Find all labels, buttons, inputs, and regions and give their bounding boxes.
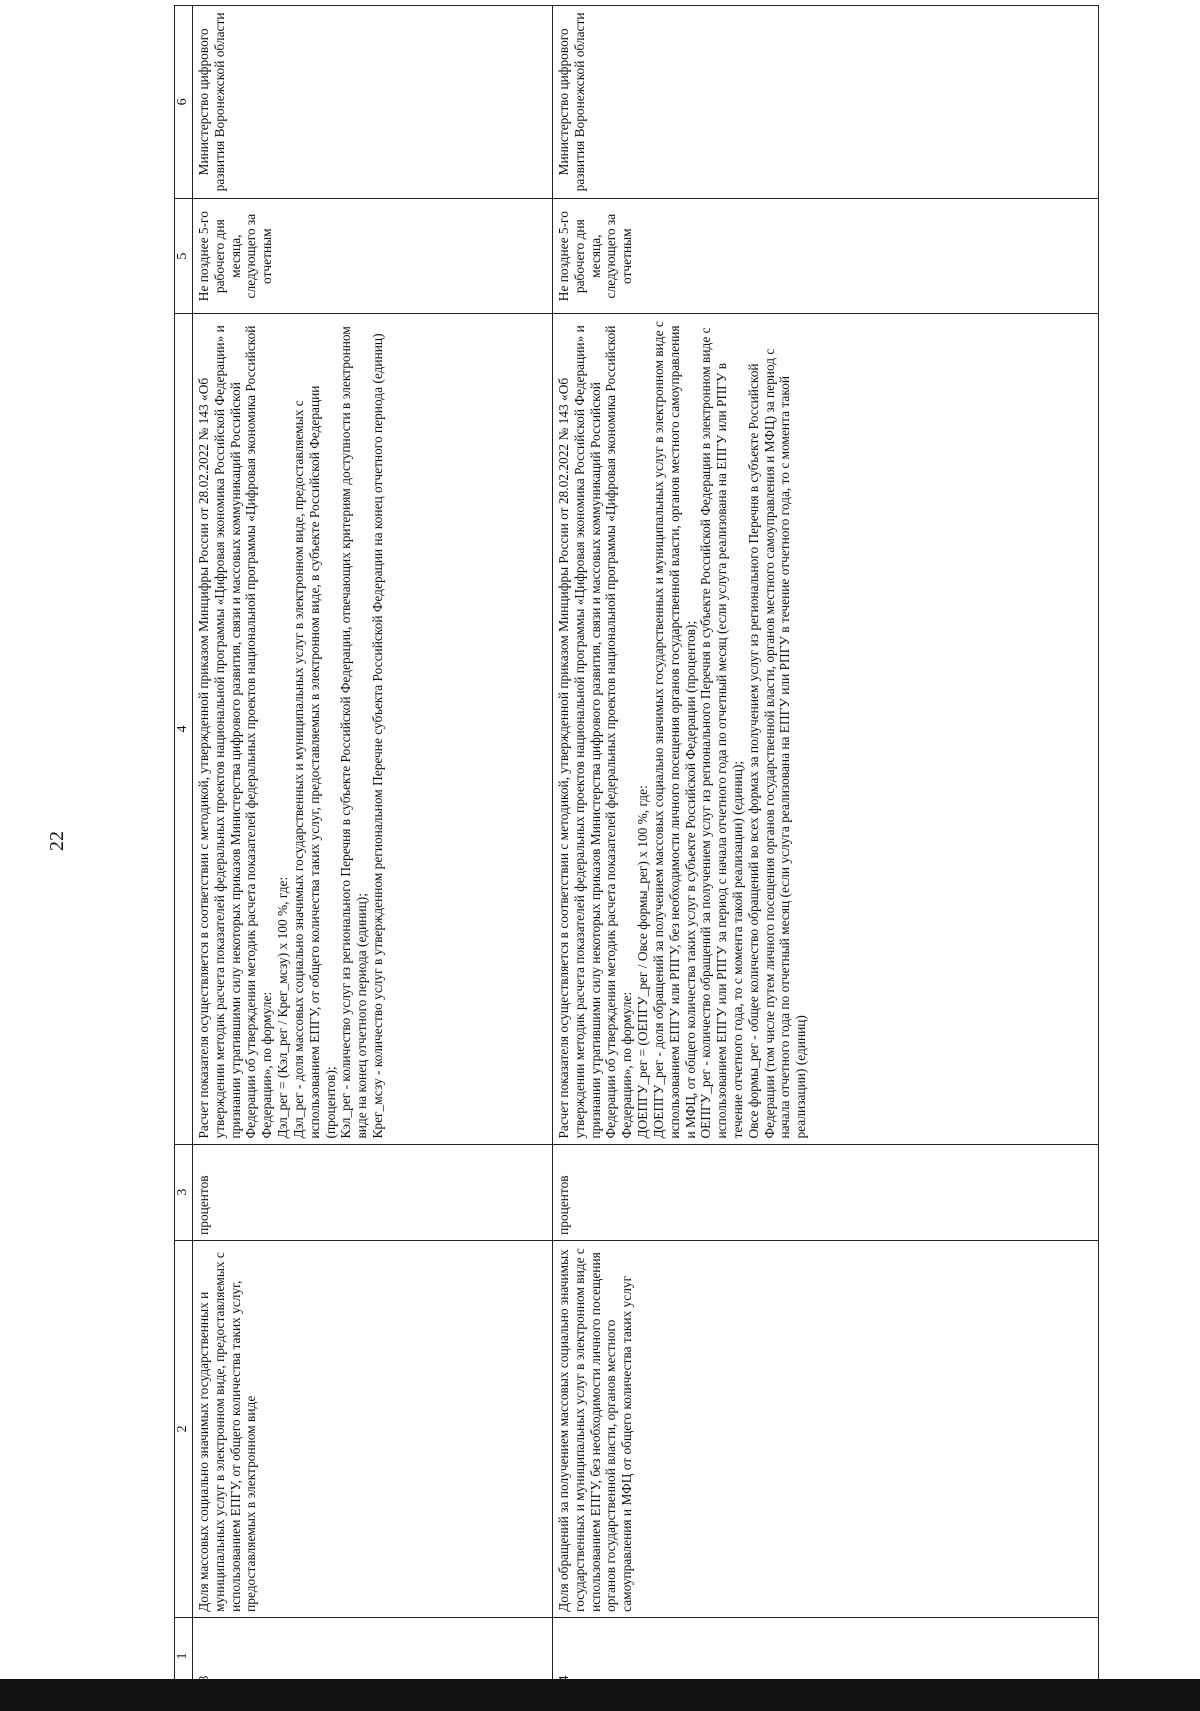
method-line: Расчет показателя осуществляется в соответствии с методикой, утвержденной приказом Минцифры России от 28.02.2022 № 143 «Об утверждении методик расчета показателей федеральных проектов национальной программы «Цифровая экономика Российской Федерации» и признании утратившими силу некоторых приказов Министерства цифрового развития, связи и массовых коммуникаций Российской Федерации об утверждении методик расчета показателей федеральных проектов национальной программы «Цифровая экономика Российской Федерации», по формуле: [556, 325, 635, 1139]
header-col-5: 5 [175, 198, 193, 314]
indicator-name: Доля массовых социально значимых государственных и муниципальных услуг в электронном виде, предоставляемых с использованием ЕПГУ, от общего количества таких услуг, предоставляемых в электронном виде [193, 1240, 553, 1617]
method-line: Крег_мсзу - количество услуг в утвержденном региональном Перечне субъекта Российской Федерации на конец отчетного периода (единиц) [369, 333, 385, 1139]
calculation-method [193, 314, 553, 1144]
table-row [553, 6, 1099, 1695]
deadline: Не позднее 5-го рабочего дня месяца, следующего за отчетным [193, 198, 553, 314]
header-col-1: 1 [175, 1617, 193, 1694]
scan-edge-bar [0, 1679, 1200, 1711]
method-line: ОЕПГУ_рег - количество обращений за получением услуг из регионального Перечня в субъекте Российской Федерации в электронном виде с использованием ЕПГУ или РПГУ за период с начала отчетного года по отчетный месяц (если услуга реализована на ЕПГУ или РПГУ в течение отчетного года, то с момента такой реализации) (единиц); [698, 327, 745, 1139]
deadline: Не позднее 5-го рабочего дня месяца, следующего за отчетным [553, 198, 1099, 314]
method-line: Кэл_рег - количество услуг из регионального Перечня в субъекте Российской Федерации, отвечающих критериям доступности в электронном виде на конец отчетного периода (единиц); [338, 326, 370, 1139]
indicator-name: Доля обращений за получением массовых социально значимых государственных и муниципальных услуг в электронном виде с использованием ЕПГУ, без необходимости личного посещения органов государственной власти, органов местного самоуправления и МФЦ от общего количества таких услуг [553, 1240, 1099, 1617]
unit: процентов [553, 1144, 1099, 1240]
method-line: ДОЕПГУ_рег = (ОЕПГУ_рег / Овсе формы_рег) x 100 %, где: [635, 785, 651, 1139]
header-col-6: 6 [175, 6, 193, 199]
indicators-table [174, 5, 1099, 1695]
table-row [193, 6, 553, 1695]
method-line: Овсе формы_рег - общее количество обращений во всех формах за получением услуг из регионального Перечня в субъекте Российской Федерации (том числе путем личного посещения органов государственной власти, органов местного самоуправления и МФЦ) за период с начала отчетного года по отчетный месяц (если услуга реализована на ЕПГУ или РПГУ в течение отчетного года, то с момента такой реализации) (единиц) [745, 348, 809, 1139]
method-line: Дэл_рег = (Кэл_рег / Крег_мсзу) x 100 %, где: [275, 876, 291, 1139]
method-line: Дэл_рег - доля массовых социально значимых государственных и муниципальных услуг в электронном виде, предоставляемых с использованием ЕПГУ, от общего количества таких услуг, предоставляемых в электронном виде, в субъекте Российской Федерации (процентов); [290, 385, 338, 1139]
document-table-container [174, 5, 1099, 1695]
unit: процентов [193, 1144, 553, 1240]
responsible-body: Министерство цифрового развития Воронежской области [193, 6, 553, 199]
page-number: 22 [46, 831, 68, 851]
header-col-4: 4 [175, 314, 193, 1144]
header-col-3: 3 [175, 1144, 193, 1240]
method-line: Расчет показателя осуществляется в соответствии с методикой, утвержденной приказом Минцифры России от 28.02.2022 № 143 «Об утверждении методик расчета показателей федеральных проектов национальной программы «Цифровая экономика Российской Федерации» и признании утратившими силу некоторых приказов Министерства цифрового развития, связи и массовых коммуникаций Российской Федерации об утверждении методик расчета показателей федеральных проектов национальной программы «Цифровая экономика Российской Федерации», по формуле: [196, 325, 275, 1139]
responsible-body: Министерство цифрового развития Воронежской области [553, 6, 1099, 199]
header-col-2: 2 [175, 1240, 193, 1617]
method-line: ДОЕПГУ_рег - доля обращений за получением массовых социально значимых государственных и муниципальных услуг в электронном виде с использованием ЕПГУ или РПГУ, без необходимости личного посещения органов государственной власти, органов местного самоуправления и МФЦ, от общего количества таких услуг в субъекте Российской Федерации (процентов); [650, 321, 698, 1139]
table-header-row [175, 6, 193, 1695]
calculation-method [553, 314, 1099, 1144]
